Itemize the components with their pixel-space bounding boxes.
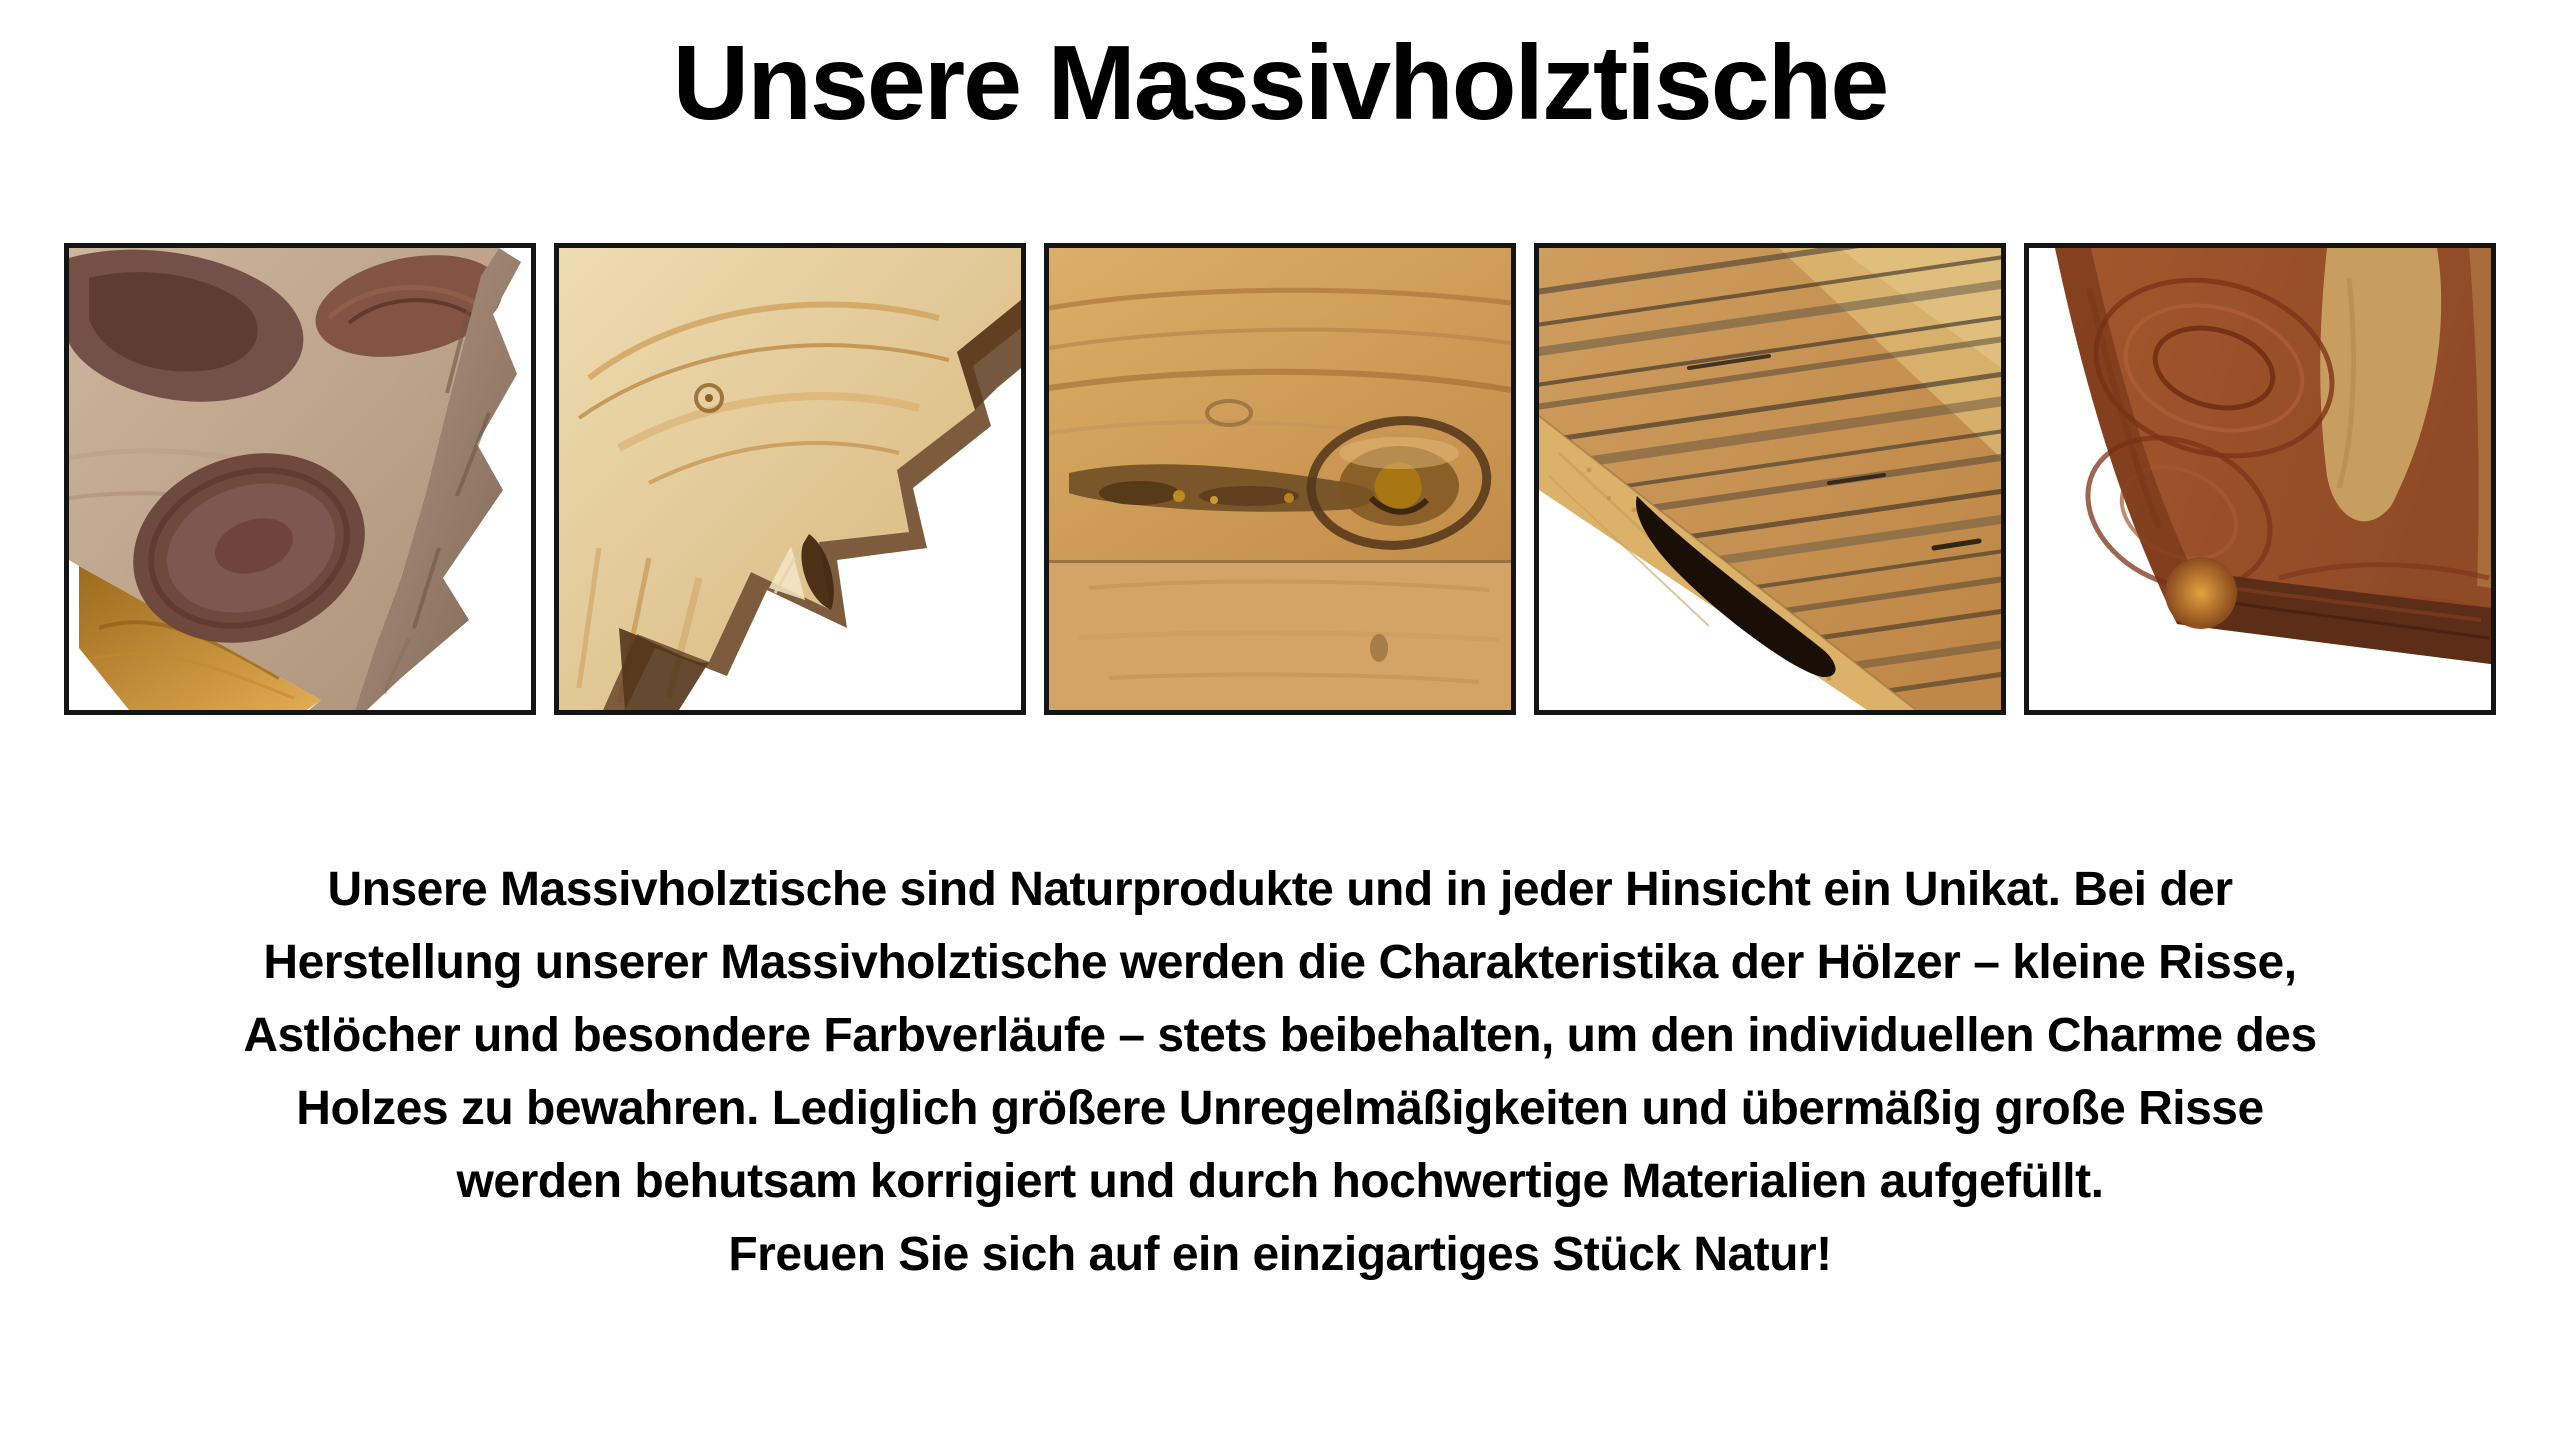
acacia-edge-illustration — [559, 248, 1021, 710]
wood-image-4 — [1534, 243, 2006, 715]
wood-grain-illustration — [1049, 248, 1511, 710]
wood-image-5 — [2024, 243, 2496, 715]
description-line: Herstellung unserer Massivholztische werden die Charakteristika der Hölzer – kleine Risse, — [263, 936, 2297, 989]
sheesham-corner-illustration — [69, 248, 531, 710]
wood-image-3 — [1044, 243, 1516, 715]
page-title: Unsere Massivholztische — [672, 24, 1888, 142]
wood-image-2 — [554, 243, 1026, 715]
description-text — [0, 853, 2560, 1291]
rosewood-corner-illustration — [2029, 248, 2491, 710]
description-line: Holzes zu bewahren. Lediglich größere Unregelmäßigkeiten und übermäßig große Risse — [296, 1082, 2264, 1135]
description-line: werden behutsam korrigiert und durch hochwertige Materialien aufgefüllt. — [456, 1155, 2104, 1208]
description-line: Astlöcher und besondere Farbverläufe – stets beibehalten, um den individuellen Charme des — [243, 1009, 2317, 1062]
description-line: Freuen Sie sich auf ein einzigartiges Stück Natur! — [728, 1228, 1832, 1281]
rough-sawn-edge-illustration — [1539, 248, 2001, 710]
wood-image-1 — [64, 243, 536, 715]
description-line: Unsere Massivholztische sind Naturprodukte und in jeder Hinsicht ein Unikat. Bei der — [327, 863, 2233, 916]
wood-gallery — [0, 243, 2560, 715]
